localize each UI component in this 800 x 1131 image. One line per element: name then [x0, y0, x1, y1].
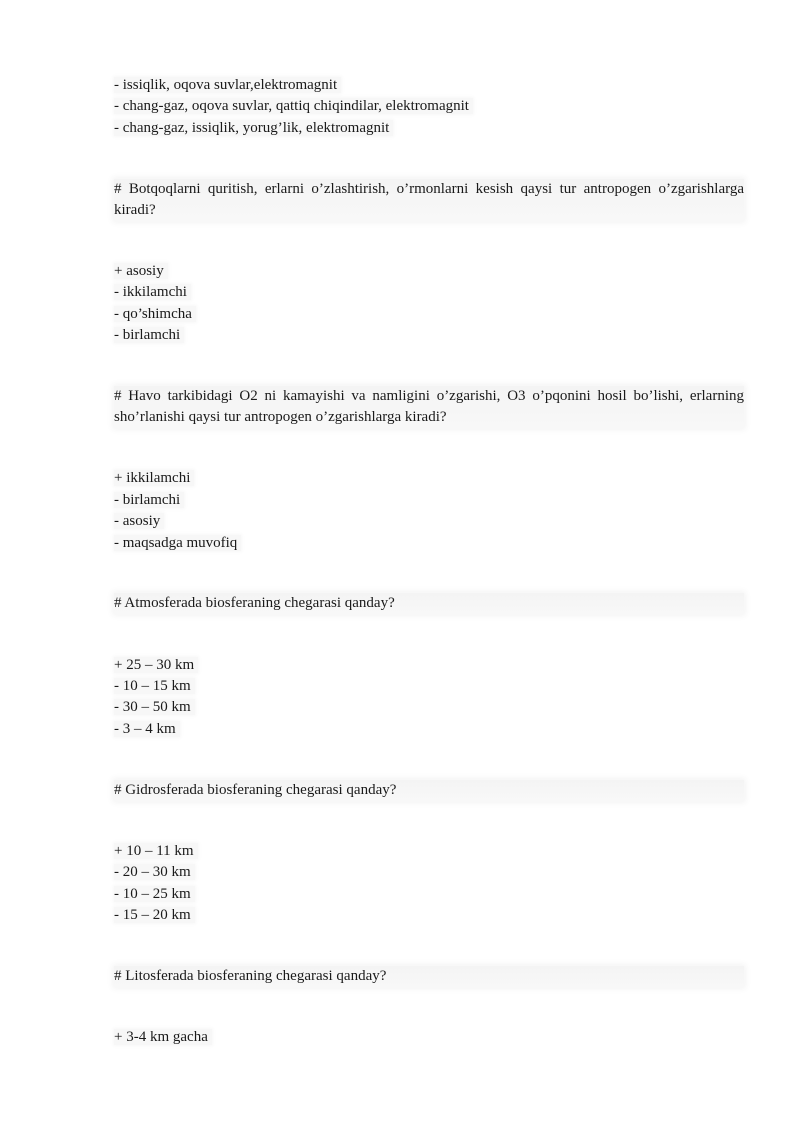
question-text: # Gidrosferada biosferaning chegarasi qanday?	[114, 780, 744, 801]
answer-option: - issiqlik, oqova suvlar,elektromagnit	[114, 75, 744, 96]
answer-option: - 10 – 15 km	[114, 676, 744, 697]
question-text: # Atmosferada biosferaning chegarasi qanday?	[114, 593, 744, 614]
answer-option: - maqsadga muvofiq	[114, 533, 744, 554]
answer-option: - 30 – 50 km	[114, 697, 744, 718]
answer-option: - 15 – 20 km	[114, 905, 744, 926]
answer-option: + 25 – 30 km	[114, 655, 744, 676]
answer-option: - qo’shimcha	[114, 304, 744, 325]
question-text: # Litosferada biosferaning chegarasi qanday?	[114, 966, 744, 987]
answer-option: + asosiy	[114, 261, 744, 282]
answer-option: - 3 – 4 km	[114, 719, 744, 740]
question-text: # Havo tarkibidagi O2 ni kamayishi va namligini o’zgarishi, O3 o’pqonini hosil bo’lishi, erlarning sho’rlanishi qaysi tur antropogen o’zgarishlarga kiradi?	[114, 386, 744, 428]
answer-option: - asosiy	[114, 511, 744, 532]
answer-option: + 10 – 11 km	[114, 841, 744, 862]
answer-option: - 10 – 25 km	[114, 884, 744, 905]
answer-option: - birlamchi	[114, 490, 744, 511]
answer-option: - birlamchi	[114, 325, 744, 346]
answer-option: + 3-4 km gacha	[114, 1027, 744, 1048]
answer-option: - 20 – 30 km	[114, 862, 744, 883]
answer-option: - chang-gaz, oqova suvlar, qattiq chiqindilar, elektromagnit	[114, 96, 744, 117]
answer-option: - ikkilamchi	[114, 282, 744, 303]
answer-option: - chang-gaz, issiqlik, yorug’lik, elektromagnit	[114, 118, 744, 139]
answer-option: + ikkilamchi	[114, 468, 744, 489]
question-text: # Botqoqlarni quritish, erlarni o’zlashtirish, o’rmonlarni kesish qaysi tur antropogen o’zgarishlarga kiradi?	[114, 179, 744, 221]
